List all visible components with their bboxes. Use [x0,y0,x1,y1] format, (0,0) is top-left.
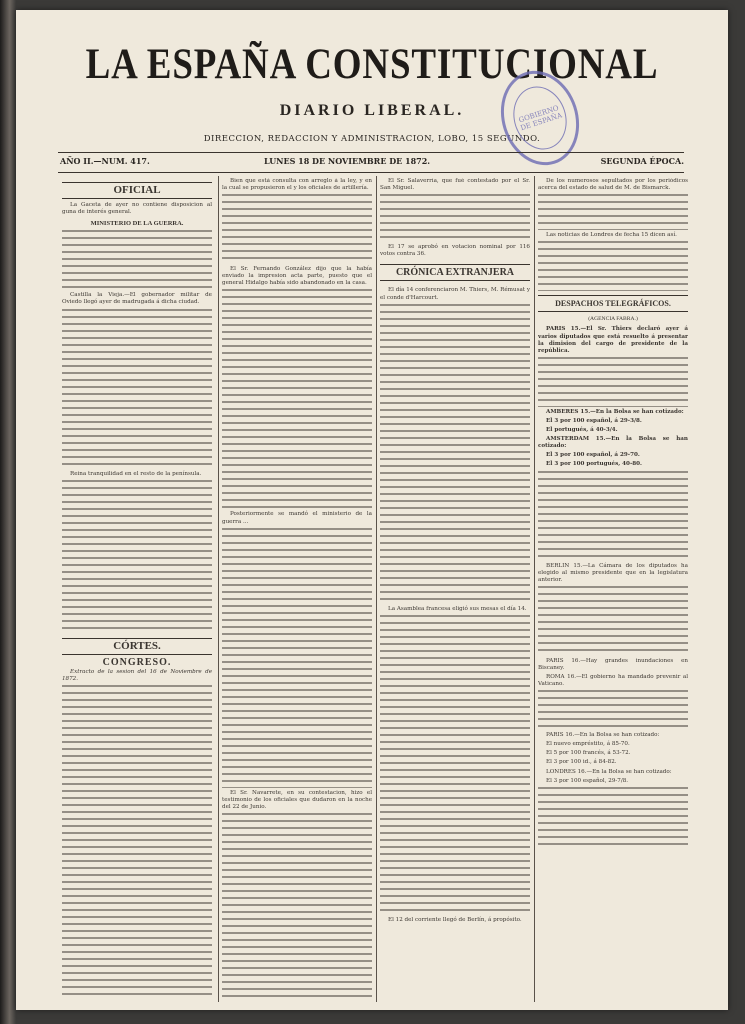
section-heading-oficial: OFICIAL [62,182,212,199]
quote-line: El 3 por 100 español, á 29-3/8. [546,417,642,424]
subsection-heading-congreso: CONGRESO. [102,656,172,668]
text-block [62,309,212,469]
paragraph: De los numerosos sepultados por los periódicos acerca del estado de salud de M. de Bismarck. [538,178,688,192]
text-block [222,194,372,264]
dispatch: AMBERES 15.—En la Bolsa se han cotizado: [546,408,684,415]
text-block [538,241,688,291]
column-divider [218,176,219,1002]
text-block [380,615,530,915]
column-3 [380,178,530,1000]
quote-line: El 3 por 100 español, á 29-70. [546,452,640,459]
paragraph: El 12 del corriente llegó de Berlín, á propósito. [388,916,522,923]
text-block [538,357,688,407]
newspaper-page [16,10,728,1010]
text-block [538,690,688,730]
agency-label: (AGENCIA FABRA.) [588,316,638,323]
admin-address: DIRECCION, REDACCION Y ADMINISTRACION, LOBO, 15 SEGUNDO. [203,134,541,144]
column-divider [376,176,377,1002]
text-block [62,480,212,630]
dispatch: AMSTERDAM 15.—En la Bolsa se han cotizado: [538,436,688,450]
quote-line: El 5 por 100 francés, á 53-72. [546,750,631,757]
masthead-title: LA ESPAÑA CONSTITUCIONAL [85,41,659,88]
page-edge-shadow [0,0,16,1024]
text-block [222,813,372,1000]
masthead-subtitle: DIARIO LIBERAL. [279,102,465,119]
paragraph: El 17 se aprobó en votacion nominal por 116 votos contra 36. [380,244,530,258]
dispatch: PARIS 16.—En la Bolsa se han cotizado: [546,732,660,739]
epoch-label: SEGUNDA ÉPOCA. [600,156,684,166]
text-block [380,194,530,242]
text-block [62,230,212,290]
paragraph: El Sr. Salaverría, que fué contestado por el Sr. San Miguel. [380,178,530,192]
text-block [538,471,688,561]
paragraph: Las noticias de Londres de fecha 15 dicen así. [546,232,677,239]
paragraph: La Asamblea francesa eligió sus mesas el día 14. [388,605,527,612]
paragraph: Extracto de la sesion del 16 de Noviembre de 1872. [62,668,212,682]
paragraph: La Gaceta de ayer no contiene disposicion al guna de interés general. [62,202,212,216]
dispatch: PARIS 16.—Hay grandes inundaciones en Biscaney. [538,657,688,671]
quote-line: El 3 por 100 español, 29-7/8. [546,777,629,784]
subsection-heading: MINISTERIO DE LA GUERRA. [90,220,184,228]
dateline [60,156,684,170]
column-1 [62,178,212,1000]
issue-number: AÑO II.—NUM. 417. [60,156,150,166]
column-4 [538,178,688,1000]
quote-line: El 3 por 100 portugués, 40-80. [546,461,642,468]
dispatch: LONDRES 16.—En la Bolsa se han cotizado: [546,768,672,775]
text-block [380,304,530,604]
top-rule [58,152,684,153]
stamp-text: GOBIERNO DE ESPAÑA [517,103,563,133]
column-2 [222,178,372,1000]
paragraph: Castilla la Vieja.—El gobernador militar de Oviedo llegó ayer de madrugada á dicha ciudad. [62,292,212,306]
quote-line: El 3 por 100 id., á 84-82. [546,759,617,766]
dispatch: ROMA 16.—El gobierno ha mandado prevenir al Vaticano. [538,673,688,688]
dateline-rule [58,172,684,173]
column-divider [534,176,535,1002]
dispatch: BERLIN 15.—La Cámara de los diputados ha elegido al mismo presidente que en la legislatura anterior. [538,562,688,583]
section-heading-cronica: CRÓNICA EXTRANJERA [380,264,530,281]
text-block [222,289,372,509]
quote-line: El nuevo empréstito, á 85-70. [546,741,630,748]
dispatch: PARIS 15.—El Sr. Thiers declaró ayer á varios diputados que está resuelto á presentar la dimision del cargo de presidente de la república. [538,326,688,354]
text-block [538,787,688,847]
paragraph: Reina tranquilidad en el resto de la península. [70,470,202,477]
text-block [222,528,372,788]
paragraph: El día 14 conferenciaron M. Thiers, M. Rémusat y el conde d'Harcourt. [380,287,530,301]
paragraph: El Sr. Fernando González dijo que la había enviado la impresion acta parte, puesto que el general Hidalgo había sido abandonado en la casa. [222,266,372,287]
section-heading-cortes: CÓRTES. [62,638,212,655]
section-heading-despachos: DESPACHOS TELEGRÁFICOS. [538,295,688,312]
paragraph: El Sr. Navarrete, en su contestacion, hizo el testimonio de los oficiales que dudaron en la noche del 22 de Junio. [222,789,372,810]
issue-date: LUNES 18 DE NOVIEMBRE DE 1872. [264,156,431,166]
text-block [62,685,212,1000]
paragraph: Bien que está consulta con arreglo á la ley, y en la cual se propusieron el y los oficiales de artillería. [222,178,372,192]
paragraph: Posteriormente se mandó el ministerio de la guerra ... [222,511,372,525]
quote-line: El portugués, á 40-3/4. [546,427,618,434]
text-block [538,194,688,230]
text-block [538,586,688,656]
